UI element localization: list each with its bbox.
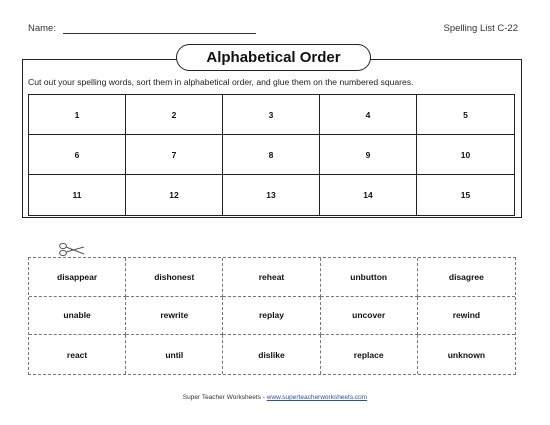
word-card[interactable]: dishonest <box>126 258 223 297</box>
name-line <box>63 33 256 34</box>
word-card[interactable]: uncover <box>321 297 418 336</box>
numbered-square: 1 <box>29 95 126 135</box>
numbered-square: 10 <box>417 135 514 175</box>
word-card[interactable]: unknown <box>447 349 486 360</box>
spelling-words-grid <box>28 257 516 375</box>
footer-link[interactable]: www.superteacherworksheets.com <box>266 394 368 401</box>
word-card[interactable]: unbutton <box>321 258 418 297</box>
footer <box>0 394 550 401</box>
numbered-square: 13 <box>223 175 320 215</box>
numbered-square: 6 <box>29 135 126 175</box>
numbered-square: 12 <box>126 175 223 215</box>
numbered-square: 15 <box>460 190 471 200</box>
numbered-squares-grid <box>28 94 515 216</box>
footer-text: Super Teacher Worksheets - <box>182 394 267 401</box>
page-title: Alphabetical Order <box>176 44 371 71</box>
word-card[interactable]: dislike <box>223 335 320 374</box>
numbered-square: 11 <box>29 175 126 215</box>
numbered-square: 2 <box>126 95 223 135</box>
word-card[interactable]: replace <box>321 335 418 374</box>
numbered-square: 5 <box>417 95 514 135</box>
word-card[interactable]: rewrite <box>126 297 223 336</box>
word-card[interactable]: unable <box>29 297 126 336</box>
word-card[interactable]: until <box>126 335 223 374</box>
numbered-square: 7 <box>126 135 223 175</box>
numbered-square: 14 <box>320 175 417 215</box>
worksheet-header <box>28 23 518 39</box>
word-card[interactable]: disagree <box>418 258 515 297</box>
word-card[interactable]: react <box>29 335 126 374</box>
numbered-square: 9 <box>320 135 417 175</box>
instructions: Cut out your spelling words, sort them in alphabetical order, and glue them on the numbered squares. <box>28 77 414 87</box>
word-card[interactable]: disappear <box>29 258 126 297</box>
word-card[interactable]: rewind <box>418 297 515 336</box>
numbered-square: 4 <box>320 95 417 135</box>
spelling-list-label: Spelling List C-22 <box>443 23 518 34</box>
name-label: Name: <box>28 23 56 34</box>
word-card[interactable]: reheat <box>223 258 320 297</box>
word-card[interactable]: replay <box>223 297 320 336</box>
numbered-square: 8 <box>223 135 320 175</box>
numbered-square: 3 <box>223 95 320 135</box>
